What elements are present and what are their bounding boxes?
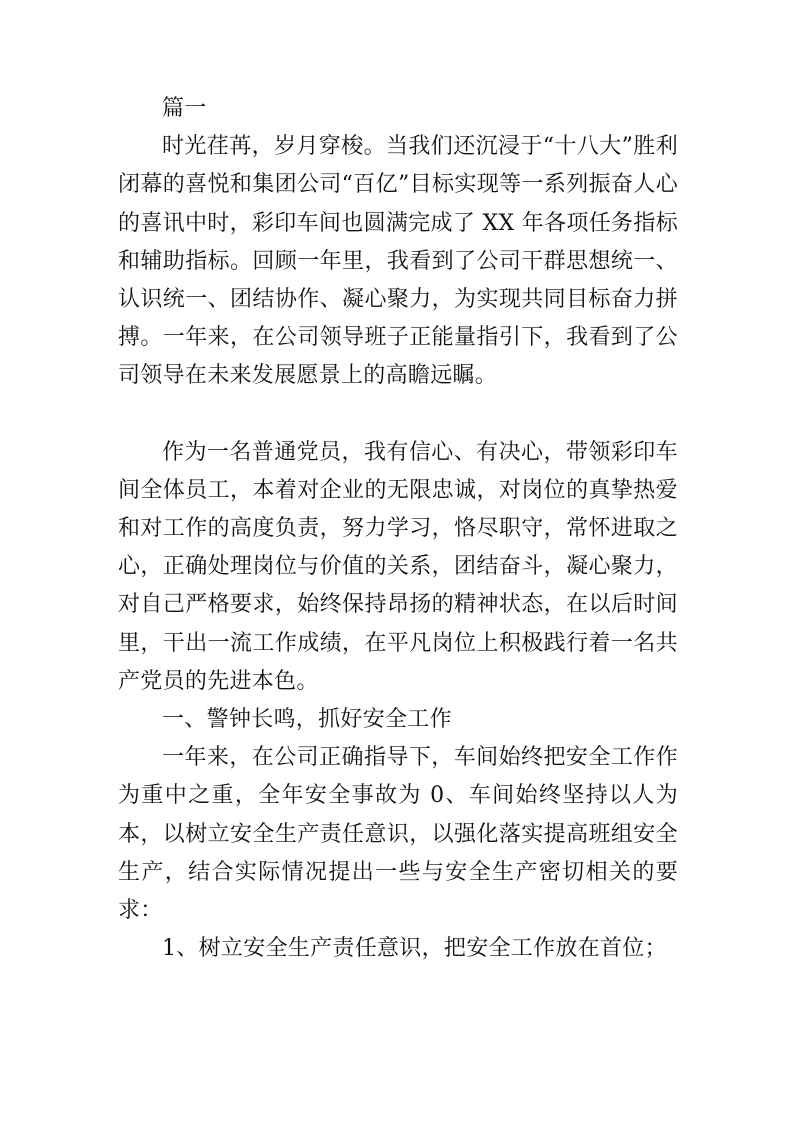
paragraph-safety: 一年来，在公司正确指导下，车间始终把安全工作作为重中之重，全年安全事故为 0、车间始终坚持以人为本，以树立安全生产责任意识，以强化落实提高班组安全生产，结合实际情况提出一些与安全生产密切相关的要求： (118, 745, 678, 924)
document-body (118, 90, 678, 968)
heading-safety: 一、警钟长鸣，抓好安全工作 (162, 707, 452, 733)
paragraph-commitment: 作为一名普通党员，我有信心、有决心，带领彩印车间全体员工，本着对企业的无限忠诚，对岗位的真挚热爱和对工作的高度负责，努力学习，恪尽职守，常怀进取之心，正确处理岗位与价值的关系，团结奋斗，凝心聚力，对自己严格要求，始终保持昂扬的精神状态，在以后时间里，干出一流工作成绩，在平凡岗位上积极践行着一名共产党员的先进本色。 (118, 439, 678, 694)
section-title: 篇一 (162, 96, 207, 121)
paragraph-intro: 时光荏苒，岁月穿梭。当我们还沉浸于“十八大”胜利闭幕的喜悦和集团公司“百亿”目标实现等一系列振奋人心的喜讯中时，彩印车间也圆满完成了 XX 年各项任务指标和辅助指标。回顾一年里，我看到了公司干群思想统一、认识统一、团结协作、凝心聚力，为实现共同目标奋力拼搏。一年来，在公司领导班子正能量指引下，我看到了公司领导在未来发展愿景上的高瞻远瞩。 (118, 134, 678, 389)
list-item-1: 1、树立安全生产责任意识，把安全工作放在首位； (162, 936, 667, 962)
paragraph-gap (118, 396, 678, 434)
